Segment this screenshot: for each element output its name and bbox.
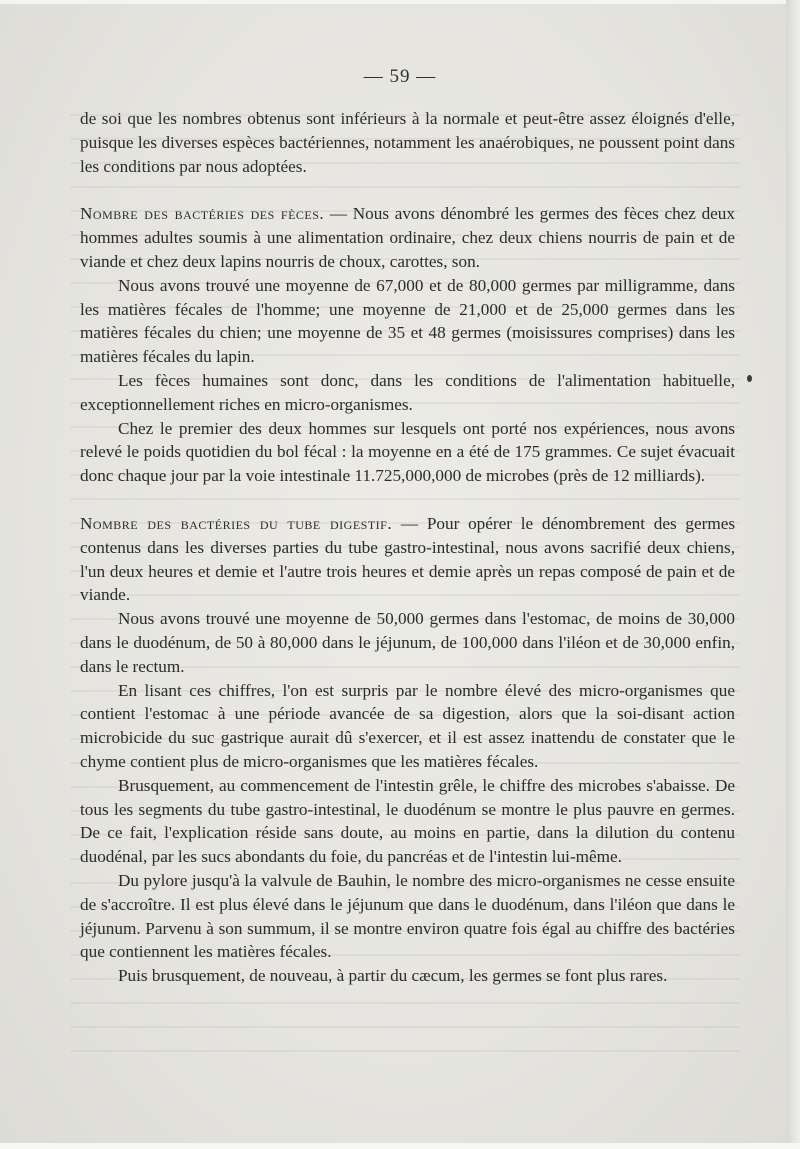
paragraph-human-feces-rich: Les fèces humaines sont donc, dans les conditions de l'alimentation habituelle, exceptionnellement riches en micro-organismes. xyxy=(80,370,735,414)
paragraph-fecal-averages: Nous avons trouvé une moyenne de 67,000 et de 80,000 germes par milligramme, dans les matières fécales de l'homme; une moyenne de 21,000 et de 25,000 germes dans les matières fécales du chien; une moyenne de 35 et 48 germes (moisissures comprises) dans les matières fécales du lapin. xyxy=(80,275,735,367)
section-digestive-bacteria-text: Pour opérer le dénombrement des germes contenus dans les diverses parties du tube gastro-intestinal, nous avons sacrifié deux chiens, l'un deux heures et demie et l'autre trois heures et demie après un repas composé de pain et de viande. xyxy=(80,513,736,605)
heading-dash: — xyxy=(392,513,427,533)
paragraph-daily-fecal-weight: Chez le premier des deux hommes sur lesquels ont porté nos expériences, nous avons relevé le poids quotidien du bol fécal : la moyenne en a été de 175 grammes. Ce sujet évacuait donc chaque jour par la voie intestinale 11.725,000,000 de microbes (près de 12 milliards). xyxy=(80,418,735,486)
paragraph-duodenum-poor: Brusquement, au commencement de l'intestin grêle, le chiffre des microbes s'abaisse. De tous les segments du tube gastro-intestinal, le duodénum se montre le plus pauvre en germes. De ce fait, l'explication réside sans doute, au moins en partie, dans la dilution du contenu duodénal, par les sucs abondants du foie, du pancréas et de l'intestin lui-même. xyxy=(80,775,735,867)
paragraph-pylorus-to-valve: Du pylore jusqu'à la valvule de Bauhin, le nombre des micro-organismes ne cesse ensuite de s'accroître. Il est plus élevé dans le jéjunum que dans le duodénum, dans l'iléon que dans le jéjunum. Parvenu à son summum, il se montre environ quatre fois égal au chiffre des bactéries que contiennent les matières fécales. xyxy=(80,870,735,962)
scan-edge-bottom xyxy=(0,1143,800,1149)
section-fecal-bacteria-intro xyxy=(80,202,735,273)
ink-speck xyxy=(747,375,752,382)
paragraph-stomach-surprise: En lisant ces chiffres, l'on est surpris par le nombre élevé des micro-organismes que contient l'estomac à une période avancée de sa digestion, alors que la soi-disant action microbicide du suc gastrique aurait dû s'exercer, et il est assez inattendu de constater que le chyme contient plus de micro-organismes que les matières fécales. xyxy=(80,680,735,771)
section-heading-fecal-bacteria: Nombre des bactéries des fèces. xyxy=(80,204,325,224)
heading-dash: — xyxy=(324,204,353,224)
scan-edge-right xyxy=(786,0,800,1149)
section-heading-digestive-bacteria: Nombre des bactéries du tube digestif. xyxy=(80,513,393,533)
opening-paragraph: de soi que les nombres obtenus sont inférieurs à la normale et peut-être assez éloignés d'elle, puisque les diverses espèces bactériennes, notamment les anaérobiques, ne poussent point dans les conditions par nous adoptées. xyxy=(80,109,735,176)
section-digestive-bacteria-intro xyxy=(80,512,735,607)
scan-edge-top xyxy=(0,0,800,4)
paragraph-caecum-rarer: Puis brusquement, de nouveau, à partir du cæcum, les germes se font plus rares. xyxy=(118,966,668,986)
paragraph-segment-averages: Nous avons trouvé une moyenne de 50,000 germes dans l'estomac, de moins de 30,000 dans le duodénum, de 50 à 80,000 dans le jéjunum, de 100,000 dans l'iléon et de 30,000 enfin, dans le rectum. xyxy=(80,609,735,676)
page-number: — 59 — xyxy=(363,66,437,87)
section-fecal-bacteria-text: Nous avons dénombré les germes des fèces chez deux hommes adultes soumis à une alimentation ordinaire, chez deux chiens nourris de pain et de viande et chez deux lapins nourris de choux, carottes, son. xyxy=(80,204,735,271)
body-text xyxy=(80,107,735,988)
